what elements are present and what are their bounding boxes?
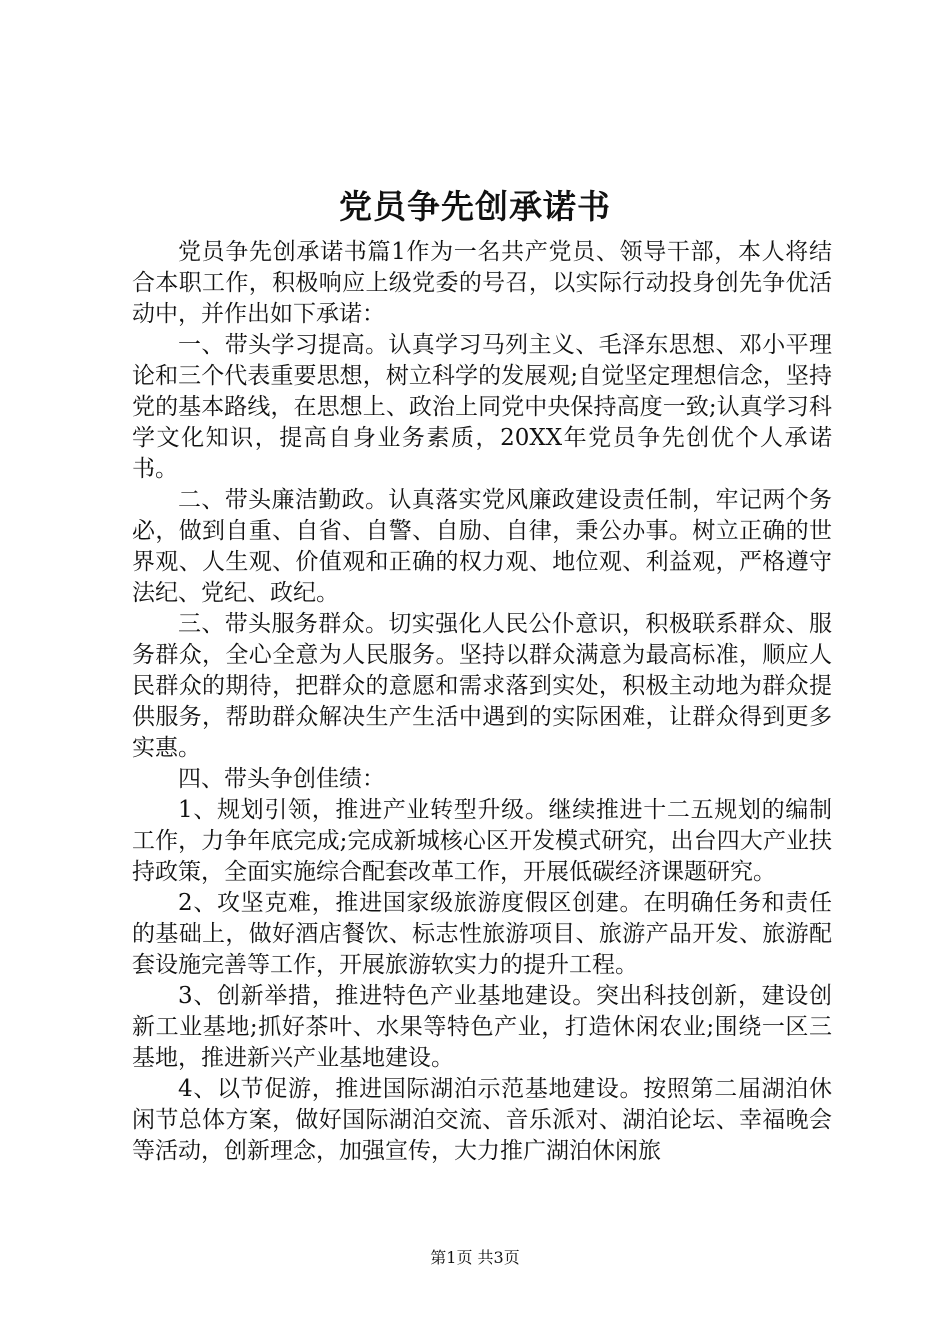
paragraph-item-4: 4、以节促游，推进国际湖泊示范基地建设。按照第二届湖泊休闲节总体方案，做好国际湖泊交流、音乐派对、湖泊论坛、幸福晚会等活动，创新理念，加强宣传，大力推广湖泊休闲旅: [132, 1076, 832, 1164]
paragraph-item-3: 3、创新举措，推进特色产业基地建设。突出科技创新，建设创新工业基地;抓好茶叶、水果等特色产业，打造休闲农业;围绕一区三基地，推进新兴产业基地建设。: [132, 983, 832, 1071]
paragraph-item-1: 1、规划引领，推进产业转型升级。继续推进十二五规划的编制工作，力争年底完成;完成新城核心区开发模式研究，出台四大产业扶持政策，全面实施综合配套改革工作，开展低碳经济课题研究。: [132, 797, 832, 885]
paragraph-service: 三、带头服务群众。切实强化人民公仆意识，积极联系群众、服务群众，全心全意为人民服务。坚持以群众满意为最高标准，顺应人民群众的期待，把群众的意愿和需求落到实处，积极主动地为群众提供服务，帮助群众解决生产生活中遇到的实际困难，让群众得到更多实惠。: [132, 611, 832, 761]
paragraph-integrity: 二、带头廉洁勤政。认真落实党风廉政建设责任制，牢记两个务必，做到自重、自省、自警、自励、自律，秉公办事。树立正确的世界观、人生观、价值观和正确的权力观、地位观、利益观，严格遵守法纪、党纪、政纪。: [132, 487, 832, 606]
paragraph-study: 一、带头学习提高。认真学习马列主义、毛泽东思想、邓小平理论和三个代表重要思想，树立科学的发展观;自觉坚定理想信念，坚持党的基本路线，在思想上、政治上同党中央保持高度一致;认真学习科学文化知识，提高自身业务素质，20XX年党员争先创优个人承诺书。: [132, 332, 832, 482]
document-title: 党员争先创承诺书: [339, 187, 611, 226]
page-number-footer: 第1页 共3页: [430, 1248, 520, 1267]
document-body: [132, 237, 832, 1167]
paragraph-intro: 党员争先创承诺书篇1作为一名共产党员、领导干部，本人将结合本职工作，积极响应上级党委的号召，以实际行动投身创先争优活动中，并作出如下承诺：: [132, 239, 832, 327]
paragraph-achievement-heading: 四、带头争创佳绩：: [178, 766, 385, 792]
paragraph-item-2: 2、攻坚克难，推进国家级旅游度假区创建。在明确任务和责任的基础上，做好酒店餐饮、标志性旅游项目、旅游产品开发、旅游配套设施完善等工作，开展旅游软实力的提升工程。: [132, 890, 832, 978]
